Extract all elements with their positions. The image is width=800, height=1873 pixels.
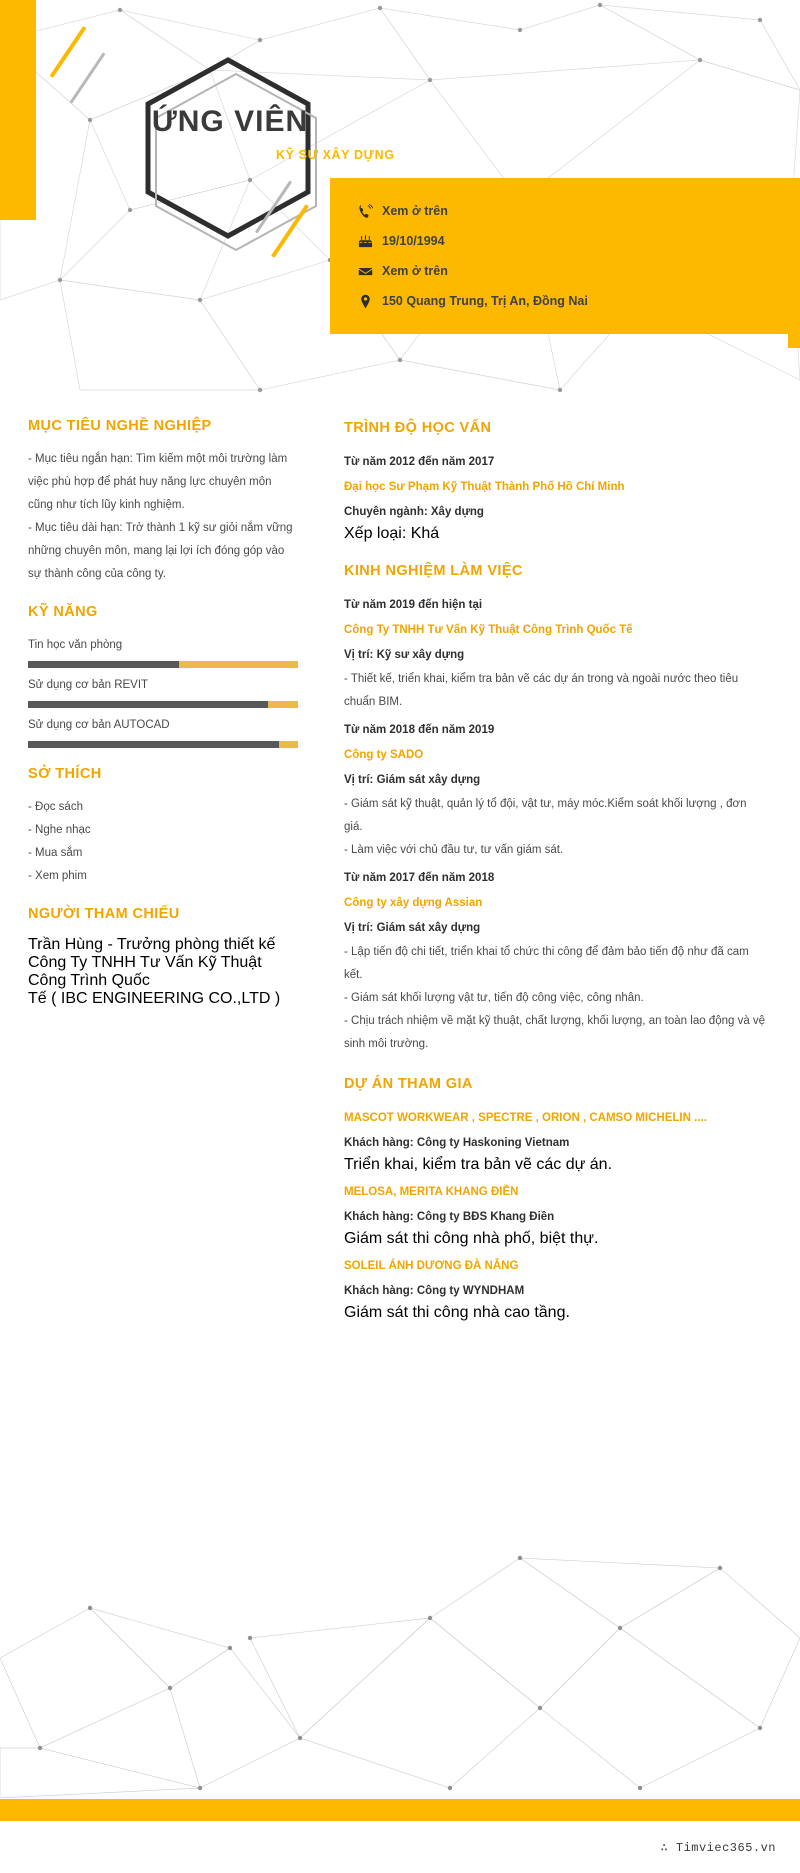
section-title-hobbies: SỞ THÍCH <box>28 766 102 782</box>
education-period: Từ năm 2012 đến năm 2017 <box>344 456 495 468</box>
experience-item <box>344 866 766 1056</box>
candidate-role: KỸ SƯ XÂY DỰNG <box>276 148 395 162</box>
skill-item <box>28 714 298 748</box>
skill-label: Sử dụng cơ bản REVIT <box>28 679 149 691</box>
project-title: MELOSA, MERITA KHANG ĐIỀN <box>344 1186 519 1198</box>
section-title-references: NGƯỜI THAM CHIẾU <box>28 906 180 922</box>
skill-progress-fill <box>28 741 279 748</box>
candidate-name: ỨNG VIÊN <box>151 105 309 138</box>
polygon-background-bottom <box>0 1498 800 1798</box>
experience-period: Từ năm 2017 đến năm 2018 <box>344 872 495 884</box>
hobby-item: - Đọc sách <box>28 801 83 813</box>
project-item <box>344 1106 766 1174</box>
email-icon <box>358 264 382 279</box>
objective-paragraph-1: - Mục tiêu ngắn hạn: Tìm kiếm một môi trường làm việc phù hợp để phát huy năng lực chuyên môn cũng như tích lũy kinh nghiệm. <box>28 453 288 511</box>
skill-progress-fill <box>28 661 179 668</box>
experience-item <box>344 718 766 862</box>
education-grade: Xếp loại: Khá <box>344 525 440 542</box>
contact-row-address[interactable] <box>358 286 800 316</box>
project-client: Khách hàng: Công ty WYNDHAM <box>344 1285 525 1297</box>
section-title-experience: KINH NGHIỆM LÀM VIỆC <box>344 563 523 579</box>
project-description: Giám sát thi công nhà cao tầng. <box>344 1304 570 1321</box>
project-item <box>344 1254 766 1322</box>
experience-company: Công ty SADO <box>344 749 424 761</box>
contact-row-phone[interactable] <box>358 196 800 226</box>
project-client: Khách hàng: Công ty BĐS Khang Điền <box>344 1211 555 1223</box>
skill-label: Tin học văn phòng <box>28 639 123 651</box>
section-title-education: TRÌNH ĐỘ HỌC VẤN <box>344 420 492 436</box>
location-icon <box>358 294 382 309</box>
cv-body <box>0 400 800 1328</box>
accent-stroke-gray-top <box>69 52 105 103</box>
contact-box <box>330 178 800 334</box>
contact-row-birthday[interactable] <box>358 226 800 256</box>
education-school: Đại học Sư Phạm Kỹ Thuật Thành Phố Hồ Chí Minh <box>344 481 625 493</box>
experience-position: Vị trí: Kỹ sư xây dựng <box>344 649 465 661</box>
contact-value-phone: Xem ở trên <box>382 204 448 218</box>
section-title-skills: KỸ NĂNG <box>28 604 98 620</box>
contact-value-birthday: 19/10/1994 <box>382 234 445 248</box>
experience-period: Từ năm 2019 đến hiện tại <box>344 599 483 611</box>
skill-progress-bar <box>28 701 298 708</box>
reference-line: Công Ty TNHH Tư Vấn Kỹ Thuật Công Trình Quốc <box>28 954 262 989</box>
project-description: Triển khai, kiểm tra bản vẽ các dự án. <box>344 1156 613 1173</box>
reference-line: Tế ( IBC ENGINEERING CO.,LTD ) <box>28 990 281 1007</box>
education-major: Chuyên ngành: Xây dựng <box>344 506 484 518</box>
objective-paragraph-2: - Mục tiêu dài hạn: Trở thành 1 kỹ sư giỏi nắm vững những chuyên môn, mang lại lợi ích đóng góp vào sự thành công của công ty. <box>28 522 293 580</box>
accent-bar-left <box>0 0 36 220</box>
skill-progress-fill <box>28 701 268 708</box>
experience-position: Vị trí: Giám sát xây dựng <box>344 774 481 786</box>
left-column <box>0 400 330 1008</box>
experience-duty: - Chịu trách nhiệm về mặt kỹ thuật, chất lượng, khối lượng, an toàn lao động và vệ sinh môi trường. <box>344 1015 766 1050</box>
accent-stroke-yellow-top <box>50 26 87 78</box>
skill-item <box>28 634 298 668</box>
right-column <box>330 400 800 1328</box>
contact-value-address: 150 Quang Trung, Trị An, Đồng Nai <box>382 294 588 308</box>
project-client: Khách hàng: Công ty Haskoning Vietnam <box>344 1137 570 1149</box>
footer-credit: ∴ Timviec365.vn <box>660 1841 776 1855</box>
project-title: SOLEIL ÁNH DƯƠNG ĐÀ NẴNG <box>344 1260 519 1272</box>
contact-row-email[interactable] <box>358 256 800 286</box>
experience-position: Vị trí: Giám sát xây dựng <box>344 922 481 934</box>
project-title: MASCOT WORKWEAR , SPECTRE , ORION , CAMSO MICHELIN .... <box>344 1112 707 1124</box>
project-description: Giám sát thi công nhà phố, biệt thự. <box>344 1230 599 1247</box>
experience-company: Công Ty TNHH Tư Vấn Kỹ Thuật Công Trình Quốc Tế <box>344 624 633 636</box>
skill-label: Sử dụng cơ bản AUTOCAD <box>28 719 170 731</box>
experience-duty: - Lập tiến độ chi tiết, triển khai tổ chức thi công để đảm bảo tiến độ như đã cam kết. <box>344 946 749 981</box>
hexagon-emblem <box>128 52 328 282</box>
contact-value-email: Xem ở trên <box>382 264 448 278</box>
hobby-item: - Nghe nhạc <box>28 824 91 836</box>
experience-duty: - Giám sát khối lượng vật tư, tiến độ công việc, công nhân. <box>344 992 644 1004</box>
experience-period: Từ năm 2018 đến năm 2019 <box>344 724 495 736</box>
skill-progress-bar <box>28 741 298 748</box>
cv-header <box>0 0 800 400</box>
phone-icon <box>358 204 382 219</box>
hobby-item: - Xem phim <box>28 870 87 882</box>
experience-duty: - Thiết kế, triển khai, kiểm tra bản vẽ các dự án trong và ngoài nước theo tiêu chuẩn BIM. <box>344 673 739 708</box>
project-item <box>344 1180 766 1248</box>
birthday-icon <box>358 234 382 249</box>
hobby-item: - Mua sắm <box>28 847 83 859</box>
experience-item <box>344 593 766 714</box>
section-title-objective: MỤC TIÊU NGHỀ NGHIỆP <box>28 418 212 434</box>
footer-accent-bar <box>0 1799 800 1821</box>
section-title-projects: DỰ ÁN THAM GIA <box>344 1076 473 1092</box>
skill-item <box>28 674 298 708</box>
experience-company: Công ty xây dựng Assian <box>344 897 483 909</box>
experience-duty: - Làm việc với chủ đầu tư, tư vấn giám sát. <box>344 844 564 856</box>
skill-progress-bar <box>28 661 298 668</box>
reference-line: Trần Hùng - Trưởng phòng thiết kế <box>28 936 276 953</box>
experience-duty: - Giám sát kỹ thuật, quản lý tổ đội, vật tư, máy móc.Kiểm soát khối lượng , đơn giá. <box>344 798 747 833</box>
